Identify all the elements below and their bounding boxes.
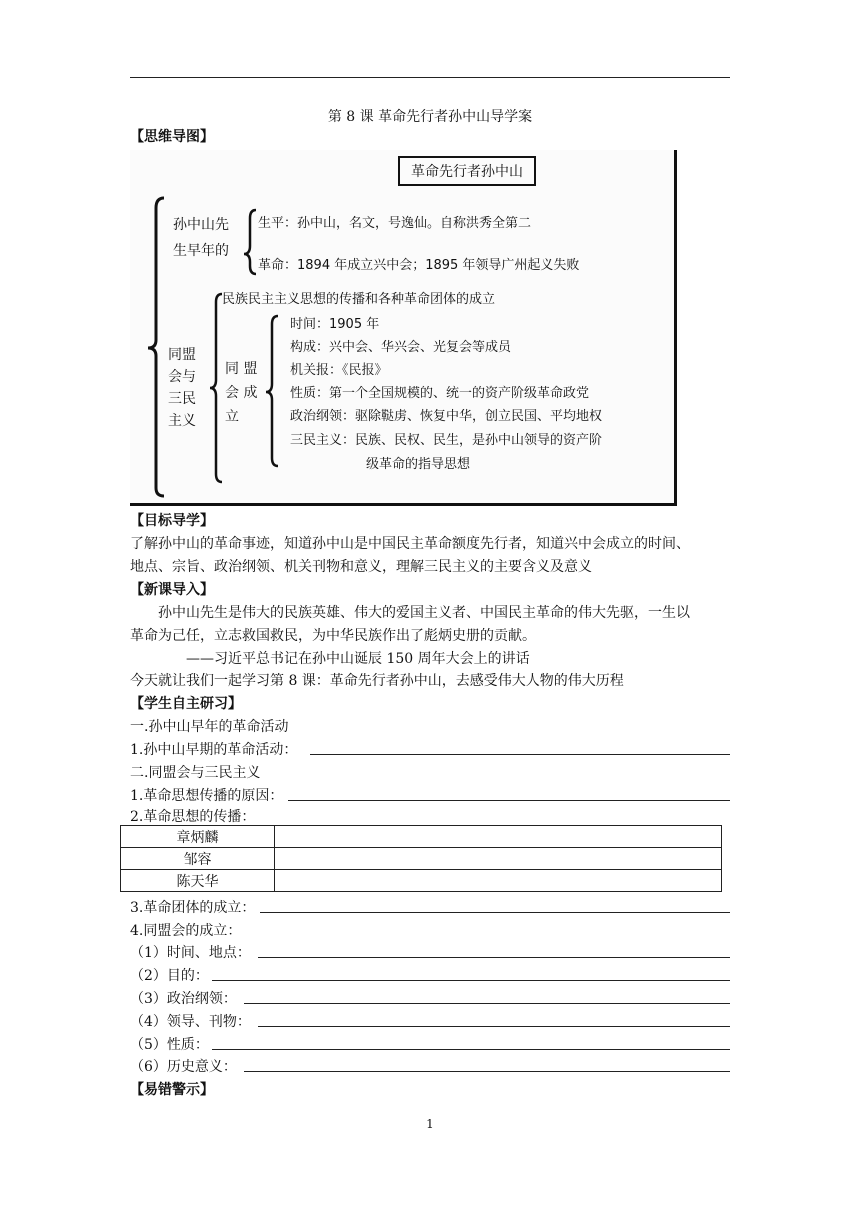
table-cell-name: 章炳麟 (121, 826, 275, 848)
goals-line-2: 地点、宗旨、政治纲领、机关刊物和意义，理解三民主义的主要含义及意义 (130, 559, 592, 575)
mind-map (130, 150, 677, 506)
table-row (121, 826, 722, 848)
question-organizations: 3.革命团体的成立： (130, 900, 256, 916)
sub-question-purpose: （2）目的： (130, 968, 209, 984)
section-intro-heading: 【新课导入】 (130, 582, 214, 598)
mm-organ: 机关报：《民报》 (290, 363, 388, 378)
sub-question-leaders: （4）领导、刊物： (130, 1014, 251, 1030)
sub-question-nature: （5）性质： (130, 1037, 209, 1053)
section-goals-heading: 【目标导学】 (130, 513, 214, 529)
mm-early-label-2: 生早年的 (173, 243, 229, 259)
mm-revolution: 革命：1894 年成立兴中会；1895 年领导广州起义失败 (258, 258, 580, 273)
question-early-activities: 1.孙中山早期的革命活动： (130, 742, 298, 758)
page-number: 1 (426, 1117, 434, 1131)
mm-principles-1: 三民主义：民族、民权、民生，是孙中山领导的资产阶 (290, 433, 603, 448)
mm-principles-2: 级革命的指导思想 (366, 457, 471, 472)
table-cell-name: 陈天华 (121, 870, 275, 892)
table-cell-answer[interactable] (275, 870, 722, 892)
answer-line-time-place[interactable] (258, 957, 730, 958)
answer-line-organizations[interactable] (260, 912, 730, 913)
mm-nature: 性质：第一个全国规模的、统一的资产阶级革命政党 (290, 386, 590, 401)
table-row (121, 870, 722, 892)
question-league-founding: 4.同盟会的成立： (130, 923, 242, 939)
answer-line-purpose[interactable] (212, 980, 730, 981)
mm-early-label-1: 孙中山先 (173, 217, 229, 233)
answer-line-significance[interactable] (244, 1071, 730, 1072)
page-title: 第 8 课 革命先行者孙中山导学案 (327, 109, 533, 125)
mm-founding-label-1: 同 盟 (225, 361, 258, 377)
mm-league-label-3: 三民 (168, 391, 196, 407)
intro-line-1: 孙中山先生是伟大的民族英雄、伟大的爱国主义者、中国民主革命的伟大先驱，一生以 (158, 605, 690, 621)
answer-line-early-activities[interactable] (310, 754, 730, 755)
answer-line-nature[interactable] (212, 1049, 730, 1050)
mm-founding-label-3: 立 (225, 409, 239, 425)
question-spread: 2.革命思想的传播： (130, 809, 256, 825)
answer-line-spread-reason[interactable] (288, 800, 730, 801)
part1-heading: 一.孙中山早年的革命活动 (130, 719, 289, 735)
intro-line-2: 革命为己任，立志救国救民，为中华民族作出了彪炳史册的贡献。 (130, 628, 536, 644)
header-rule (130, 77, 730, 78)
mm-program: 政治纲领：驱除鞑虏、恢复中华，创立民国、平均地权 (290, 409, 603, 424)
section-study-heading: 【学生自主研习】 (130, 696, 242, 712)
answer-line-program[interactable] (244, 1003, 730, 1004)
section-mindmap-heading: 【思维导图】 (130, 129, 214, 145)
answer-line-leaders[interactable] (258, 1026, 730, 1027)
mind-map-title: 革命先行者孙中山 (398, 156, 536, 186)
section-warning-heading: 【易错警示】 (130, 1082, 214, 1098)
intro-quote: ——习近平总书记在孙中山诞辰 150 周年大会上的讲话 (186, 651, 530, 667)
table-cell-name: 邹容 (121, 848, 275, 870)
sub-question-program: （3）政治纲领： (130, 991, 237, 1007)
question-spread-reason: 1.革命思想传播的原因： (130, 788, 284, 804)
mm-league-label-4: 主义 (168, 413, 196, 429)
mm-members: 构成：兴中会、华兴会、光复会等成员 (290, 340, 512, 355)
table-cell-answer[interactable] (275, 826, 722, 848)
table-cell-answer[interactable] (275, 848, 722, 870)
intro-line-3: 今天就让我们一起学习第 8 课：革命先行者孙中山，去感受伟大人物的伟大历程 (130, 673, 624, 689)
table-row (121, 848, 722, 870)
sub-question-time-place: （1）时间、地点： (130, 945, 251, 961)
goals-line-1: 了解孙中山的革命事迹，知道孙中山是中国民主革命额度先行者，知道兴中会成立的时间、 (130, 536, 690, 552)
sub-question-significance: （6）历史意义： (130, 1059, 237, 1075)
mm-time: 时间：1905 年 (290, 317, 380, 332)
part2-heading: 二.同盟会与三民主义 (130, 765, 261, 781)
mm-league-label-2: 会与 (168, 369, 196, 385)
mm-league-label-1: 同盟 (168, 347, 196, 363)
mm-founding-label-2: 会 成 (225, 385, 258, 401)
mm-bio: 生平：孙中山，名文，号逸仙。自称洪秀全第二 (258, 216, 532, 231)
propagation-table (120, 825, 722, 892)
mm-spread: 民族民主主义思想的传播和各种革命团体的成立 (222, 292, 496, 307)
